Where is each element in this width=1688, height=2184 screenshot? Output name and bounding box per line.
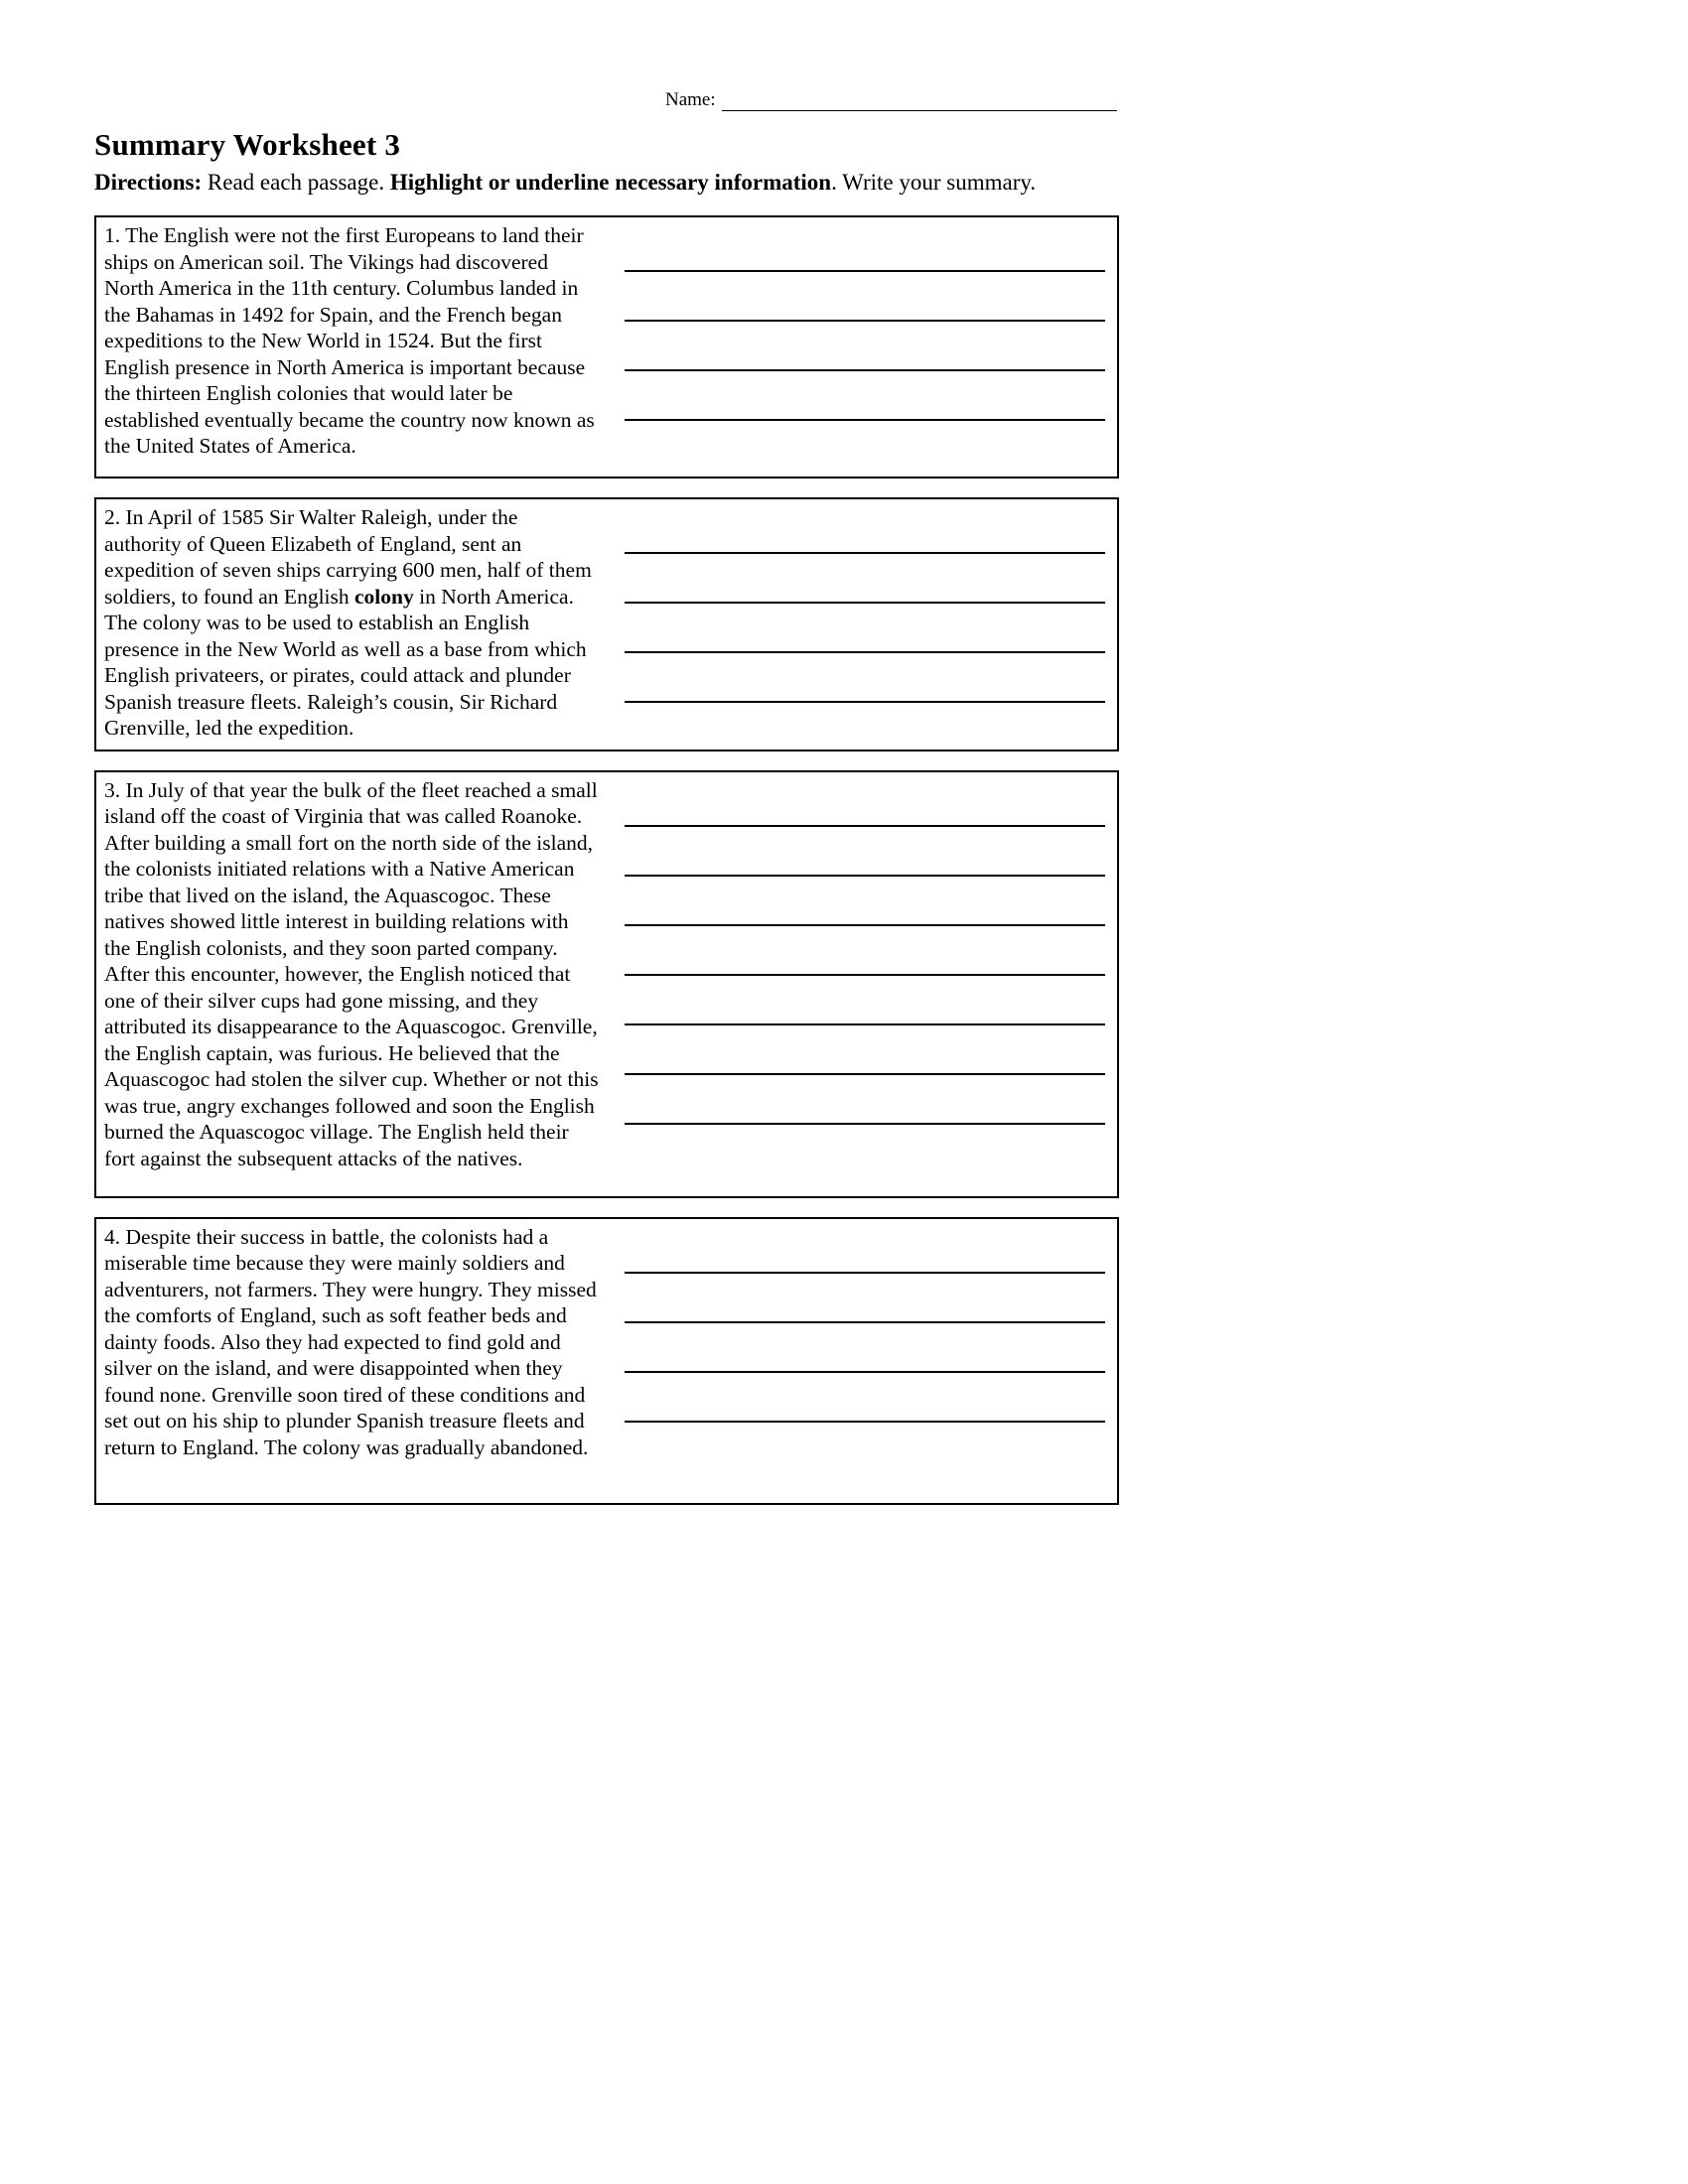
summary-lines-4	[625, 1224, 1105, 1495]
summary-line	[625, 222, 1105, 272]
page-title: Summary Worksheet 3	[94, 127, 401, 162]
summary-line	[625, 1373, 1105, 1423]
name-label: Name:	[665, 89, 716, 110]
summary-line	[625, 1323, 1105, 1373]
passage-box-4	[94, 1217, 1119, 1505]
directions-segment-2: . Write your summary.	[831, 170, 1037, 195]
summary-line	[625, 604, 1105, 653]
summary-line	[625, 777, 1105, 827]
summary-line	[625, 877, 1105, 926]
passage-2-bold-word: colony	[354, 584, 414, 609]
directions-text	[94, 170, 1688, 196]
passage-text-3: 3. In July of that year the bulk of the fleet reached a small island off the coast of Virginia that was called Roanoke. After building a small fort on the north side of the island, the colonists initiated relations with a Native American tribe that lived on the island, the Aquascogoc. These natives showed little interest in building relations with the English colonists, and they soon parted company. After this encounter, however, the English noticed that one of their silver cups had gone missing, and they attributed its disappearance to the Aquascogoc. Grenville, the English captain, was furious. He believed that the Aquascogoc had stolen the silver cup. Whether or not this was true, angry exchanges followed and soon the English burned the Aquascogoc village. The English held their fort against the subsequent attacks of the natives.	[104, 777, 599, 1170]
summary-line	[625, 1224, 1105, 1274]
passage-2-pre: 2. In April of 1585 Sir Walter Raleigh, under the authority of Queen Elizabeth of England, sent an expedition of seven ships carrying 600 men, half of them soldiers, to found an English	[104, 505, 592, 609]
summary-line	[625, 976, 1105, 1025]
summary-lines-3	[625, 777, 1105, 1188]
directions-bold-phrase: Highlight or underline necessary information	[389, 170, 832, 195]
passage-text-2	[104, 504, 599, 742]
summary-line	[625, 926, 1105, 976]
summary-lines-1	[625, 222, 1105, 469]
passage-text-4: 4. Despite their success in battle, the colonists had a miserable time because they were mainly soldiers and adventurers, not farmers. They were hungry. They missed the comforts of England, such as soft feather beds and dainty foods. Also they had expected to find gold and silver on the island, and were disappointed when they found none. Grenville soon tired of these conditions and set out on his ship to plunder Spanish treasure fleets and return to England. The colony was gradually abandoned.	[104, 1224, 597, 1459]
summary-line	[625, 1075, 1105, 1125]
summary-line	[625, 554, 1105, 604]
summary-line	[625, 827, 1105, 877]
passage-box-3	[94, 770, 1119, 1198]
summary-line	[625, 653, 1105, 703]
summary-line	[625, 1025, 1105, 1075]
directions-label: Directions:	[94, 170, 203, 195]
summary-line	[625, 504, 1105, 554]
summary-line	[625, 1274, 1105, 1323]
summary-line	[625, 371, 1105, 421]
passage-2-post: in North America. The colony was to be used to establish an English presence in the New World as well as a base from which English privateers, or pirates, could attack and plunder Spanish treasure fleets. Raleigh’s cousin, Sir Richard Grenville, led the expedition.	[104, 584, 587, 740]
summary-line	[625, 272, 1105, 322]
summary-lines-2	[625, 504, 1105, 742]
passage-text-1: 1. The English were not the first Europeans to land their ships on American soil. The Vikings had discovered North America in the 11th century. Columbus landed in the Bahamas in 1492 for Spain, and the French began expeditions to the New World in 1524. But the first English presence in North America is important because the thirteen English colonies that would later be established eventually became the country now known as the United States of America.	[104, 223, 595, 458]
name-row	[665, 87, 1688, 111]
directions-segment-1: Read each passage.	[202, 170, 390, 195]
passage-box-1	[94, 215, 1119, 478]
passage-box-2	[94, 497, 1119, 751]
summary-line	[625, 322, 1105, 371]
name-blank-line	[722, 91, 1117, 111]
